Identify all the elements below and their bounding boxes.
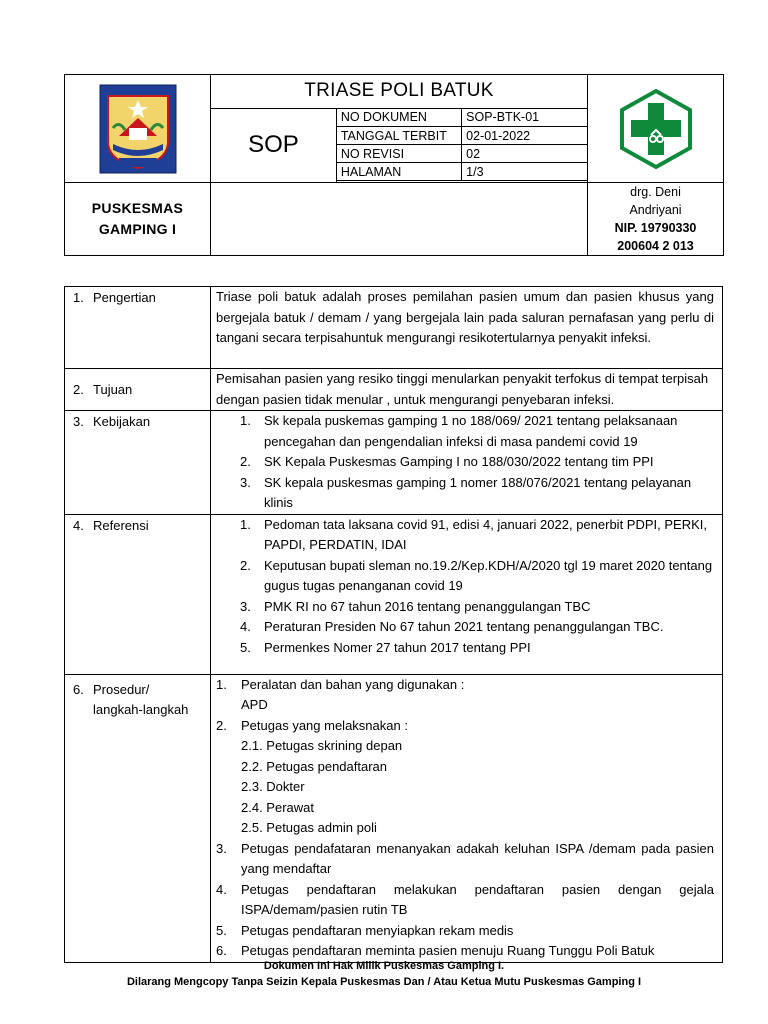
revision-value: 02 <box>462 145 587 163</box>
list-item: 3. PMK RI no 67 tahun 2016 tentang penanggulangan TBC <box>240 598 591 614</box>
puskesmas-logo-cell <box>588 75 724 183</box>
list-item: 5. Permenkes Nomer 27 tahun 2017 tentang PPI <box>240 639 531 655</box>
prosedur-step-1: Peralatan dan bahan yang digunakan : <box>241 676 465 692</box>
signature-blank-cell <box>211 183 588 256</box>
prosedur-step-2-sub-1: 2.1. Petugas skrining depan <box>241 738 403 753</box>
prosedur-step-3: Petugas pendafataran menanyakan adakah keluhan ISPA /demam pada pasien yang mendaftar <box>241 840 714 876</box>
prosedur-label-line2: langkah-langkah <box>93 702 189 717</box>
pengertian-label-cell <box>65 287 211 369</box>
kebijakan-label-cell <box>65 411 211 515</box>
pengertian-text: Triase poli batuk adalah proses pemilahan pasien umum dan pasien khusus yang bergejala batuk / demam / yang bergejala lain pada saluran pernafasan yang perlu di tangani secara terpisahuntuk mengurangi resikotertularnya penyakit infeksi. <box>211 287 723 369</box>
doc-info-table <box>211 75 587 182</box>
sop-content-table <box>64 286 723 963</box>
row-pengertian <box>65 287 723 369</box>
signer-cell <box>588 183 724 256</box>
footer-copy-notice: Dilarang Mengcopy Tanpa Seizin Kepala Puskesmas Dan / Atau Ketua Mutu Puskesmas Gamping I <box>126 976 642 988</box>
prosedur-list <box>216 675 714 962</box>
footer-ownership: Dokumen Ini Hak Milik Puskesmas Gamping I. <box>263 960 505 972</box>
referensi-label: Referensi <box>93 517 149 533</box>
prosedur-step-5: Petugas pendaftaran menyiapkan rekam medis <box>241 922 514 938</box>
row-referensi <box>65 514 723 674</box>
referensi-label-cell <box>65 514 211 674</box>
prosedur-label-cell <box>65 674 211 962</box>
tujuan-text: Pemisahan pasien yang resiko tinggi menularkan penyakit terfokus di tempat terpisah dengan pasien tidak menular , untuk mengurangi penyebaran infeksi. <box>211 369 723 411</box>
kebijakan-label: Kebijakan <box>93 414 151 429</box>
kebijakan-list-cell <box>211 411 723 515</box>
issue-date-label: TANGGAL TERBIT <box>336 126 461 144</box>
prosedur-step-2-sub-3: 2.3. Dokter <box>241 779 305 794</box>
prosedur-step-6: Petugas pendaftaran meminta pasien menuju Ruang Tunggu Poli Batuk <box>241 943 655 958</box>
list-item: 2. Keputusan bupati sleman no.19.2/Kep.KDH/A/2020 tgl 19 maret 2020 tentang gugus tugas penanganan covid 19 <box>240 557 713 593</box>
kebijakan-item-1: Sk kepala puskemas gamping 1 no 188/069/ 2021 tentang pelaksanaan pencegahan dan pengendalian infeksi di masa pandemi covid 19 <box>264 413 678 449</box>
page-value: 1/3 <box>462 163 587 181</box>
referensi-item-3: PMK RI no 67 tahun 2016 tentang penanggulangan TBC <box>264 598 591 614</box>
prosedur-number: 6. <box>73 681 84 697</box>
sleman-logo-icon <box>99 84 177 174</box>
kebijakan-number: 3. <box>73 414 84 429</box>
puskesmas-logo-icon <box>617 89 695 169</box>
revision-label: NO REVISI <box>336 145 461 163</box>
tujuan-number: 2. <box>73 381 84 397</box>
pengertian-label: Pengertian <box>93 290 156 305</box>
referensi-list-cell <box>211 514 723 674</box>
kebijakan-list <box>216 411 714 514</box>
signer-nip-line1: NIP. 19790330 <box>614 221 697 235</box>
list-item: 6. Petugas pendaftaran meminta pasien menuju Ruang Tunggu Poli Batuk <box>216 943 655 958</box>
row-prosedur <box>65 674 723 962</box>
list-item: 4. Peraturan Presiden No 67 tahun 2021 tentang penanggulangan TBC. <box>240 619 664 634</box>
signer-name-line2: Andriyani <box>629 203 682 217</box>
list-item: 3. SK kepala puskesmas gamping 1 nomer 188/076/2021 tentang pelayanan klinis <box>240 474 692 510</box>
signer-nip-line2: 200604 2 013 <box>617 239 694 253</box>
kebijakan-item-3: SK kepala puskesmas gamping 1 nomer 188/076/2021 tentang pelayanan klinis <box>264 474 692 510</box>
list-item: 2. SK Kepala Puskesmas Gamping I no 188/030/2022 tentang tim PPI <box>240 454 654 469</box>
org-name-line1: PUSKESMAS <box>91 200 184 216</box>
prosedur-step-2-sub-4: 2.4. Perawat <box>241 799 314 815</box>
prosedur-step-2: Petugas yang melaksnakan : <box>241 717 408 733</box>
list-item: 1. Sk kepala puskemas gamping 1 no 188/069/ 2021 tentang pelaksanaan pencegahan dan pengendalian infeksi di masa pandemi covid 19 <box>240 413 678 449</box>
tujuan-label-cell <box>65 369 211 411</box>
tujuan-label: Tujuan <box>93 381 133 397</box>
list-item: 2. Petugas yang melaksnakan : 2.1. Petugas skrining depan 2.2. Petugas pendaftaran 2.3. Dokter 2.4. Perawat 2.5. Petugas admin poli <box>216 716 714 839</box>
sop-title: TRIASE POLI BATUK <box>211 75 587 108</box>
prosedur-step-4: Petugas pendaftaran melakukan pendaftaran pasien dengan gejala ISPA/demam/pasien rutin TB <box>241 881 714 917</box>
list-item: 1. Pedoman tata laksana covid 91, edisi 4, januari 2022, penerbit PDPI, PERKI, PAPDI, PERDATIN, IDAI <box>240 516 707 552</box>
sop-label: SOP <box>211 108 336 182</box>
org-name-line2: GAMPING I <box>98 221 177 237</box>
sop-header-table <box>64 74 724 256</box>
prosedur-list-cell <box>211 674 723 962</box>
referensi-list <box>216 515 714 659</box>
doc-number-label: NO DOKUMEN <box>336 108 461 126</box>
referensi-number: 4. <box>73 517 84 533</box>
list-item: 1. Peralatan dan bahan yang digunakan : APD <box>216 675 714 716</box>
pengertian-number: 1. <box>73 290 84 305</box>
list-item: 4. Petugas pendaftaran melakukan pendaftaran pasien dengan gejala ISPA/demam/pasien rutin TB <box>216 881 714 917</box>
list-item: 3. Petugas pendafataran menanyakan adakah keluhan ISPA /demam pada pasien yang mendaftar <box>216 840 714 876</box>
referensi-item-2: Keputusan bupati sleman no.19.2/Kep.KDH/A/2020 tgl 19 maret 2020 tentang gugus tugas penanganan covid 19 <box>264 557 713 593</box>
referensi-item-1: Pedoman tata laksana covid 91, edisi 4, januari 2022, penerbit PDPI, PERKI, PAPDI, PERDATIN, IDAI <box>264 516 707 552</box>
prosedur-step-2-sub-5: 2.5. Petugas admin poli <box>241 820 377 835</box>
kebijakan-item-2: SK Kepala Puskesmas Gamping I no 188/030/2022 tentang tim PPI <box>264 454 654 469</box>
prosedur-step-1-detail: APD <box>241 697 268 712</box>
list-item: 5. Petugas pendaftaran menyiapkan rekam medis <box>216 922 514 938</box>
row-tujuan <box>65 369 723 411</box>
org-name-cell <box>65 183 211 256</box>
issue-date-value: 02-01-2022 <box>462 126 587 144</box>
row-kebijakan <box>65 411 723 515</box>
prosedur-label-line1: Prosedur/ <box>93 681 150 697</box>
title-cell <box>211 75 588 183</box>
referensi-item-5: Permenkes Nomer 27 tahun 2017 tentang PPI <box>264 639 531 655</box>
page-label: HALAMAN <box>336 163 461 181</box>
sleman-logo-cell <box>65 75 211 183</box>
prosedur-step-2-sub-2: 2.2. Petugas pendaftaran <box>241 758 388 774</box>
signer-name-line1: drg. Deni <box>630 185 681 199</box>
referensi-item-4: Peraturan Presiden No 67 tahun 2021 tentang penanggulangan TBC. <box>264 619 664 634</box>
doc-number-value: SOP-BTK-01 <box>462 108 587 126</box>
